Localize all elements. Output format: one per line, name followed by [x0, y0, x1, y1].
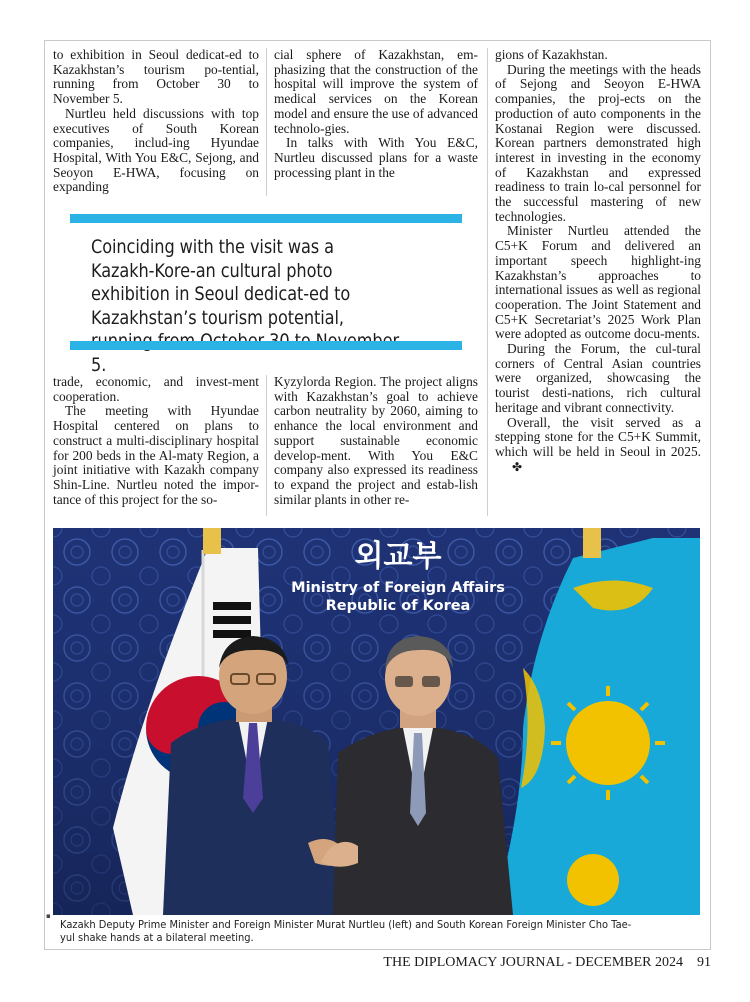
sign-line-2: Republic of Korea	[325, 598, 471, 614]
caption-mark: ▪	[46, 912, 51, 920]
end-of-article-icon: ✤	[512, 459, 523, 474]
sign-line-1: Ministry of Foreign Affairs	[291, 580, 505, 596]
paragraph: gions of Kazakhstan.	[495, 47, 608, 62]
handshake	[308, 839, 358, 867]
paragraph: Minister Nurtleu attended the C5+K Forum and delivered an important speech highlight-ing Kazakhstan’s approaches to international issues as well as regional cooperation. The Joint Statement and C5+K Secretariat’s 2025 Work Plan were adopted as outcome docu-ments.	[495, 223, 701, 342]
pull-quote-bottom-bar	[70, 341, 462, 350]
column-bottom-middle	[274, 375, 478, 507]
publication-name: THE DIPLOMACY JOURNAL - DECEMBER 2024	[383, 955, 683, 970]
paragraph: Nurtleu held discussions with top executives of South Korean companies, includ-ing Hyundae Hospital, With You E&C, Sejong, and Seoyon E-HWA, focusing on expanding	[53, 105, 259, 195]
pull-quote-top-bar	[70, 214, 462, 223]
page-footer	[383, 955, 711, 971]
sign-korean: 외교부	[354, 539, 442, 574]
column-divider	[266, 48, 267, 196]
column-top-middle	[274, 48, 478, 180]
page-number: 91	[697, 955, 711, 970]
paragraph: During the meetings with the heads of Sejong and Seoyon E-HWA companies, the proj-ects on the production of auto components in the Kostanai Region were discussed. Korean partners demonstrated high interest in investing in the economy of Kazakhstan and expressed readiness to train lo-cal personnel for the successful mastering of new technologies.	[495, 61, 701, 224]
article-photo	[53, 528, 700, 915]
paragraph: In talks with With You E&C, Nurtleu discussed plans for a waste processing plant in the	[274, 135, 478, 180]
paragraph: Overall, the visit served as a stepping stone for the C5+K Summit, which will be held in Seoul in 2025.✤	[495, 414, 701, 474]
column-divider	[266, 375, 267, 516]
paragraph: to exhibition in Seoul dedicat-ed to Kazakhstan’s tourism po-tential, running from October 30 to November 5.	[53, 47, 259, 107]
column-divider	[487, 48, 488, 516]
paragraph: cial sphere of Kazakhstan, em-phasizing that the construction of the hospital will improve the system of medical services on the Korean model and ensure the use of advanced technolo-gies.	[274, 47, 478, 136]
paragraph: The meeting with Hyundae Hospital centered on plans to construct a multi-disciplinary hospital for 200 beds in the Al-maty Region, a joint initiative with Kazakh company Shin-Line. Nurtleu noted the impor-tance of this project for the so-	[53, 403, 259, 507]
paragraph: trade, economic, and invest-ment cooperation.	[53, 374, 259, 404]
paragraph: Kyzylorda Region. The project aligns with Kazakhstan’s goal to achieve carbon neutrality by 2060, aiming to enhance the local environment and support sustainable economic develop-ment. With You E&C company also expressed its readiness to expand the project and estab-lish similar plants in other re-	[274, 374, 478, 507]
pull-quote: Coinciding with the visit was a Kazakh-Kore-an cultural photo exhibition in Seoul dedicat-ed to Kazakhstan’s tourism potential, 5.	[91, 237, 351, 376]
paragraph: During the Forum, the cul-tural corners of Central Asian countries were organized, showcasing the tourist desti-nations, rich cultural heritage and vibrant connectivity.	[495, 341, 701, 415]
column-top-left	[53, 48, 259, 195]
photo-caption: Kazakh Deputy Prime Minister and Foreign Minister Murat Nurtleu (left) and South Korean Foreign Minister Cho Tae-yul shake hands at a bilateral meeting.	[60, 918, 632, 944]
column-bottom-left	[53, 375, 259, 507]
column-right	[495, 48, 701, 474]
